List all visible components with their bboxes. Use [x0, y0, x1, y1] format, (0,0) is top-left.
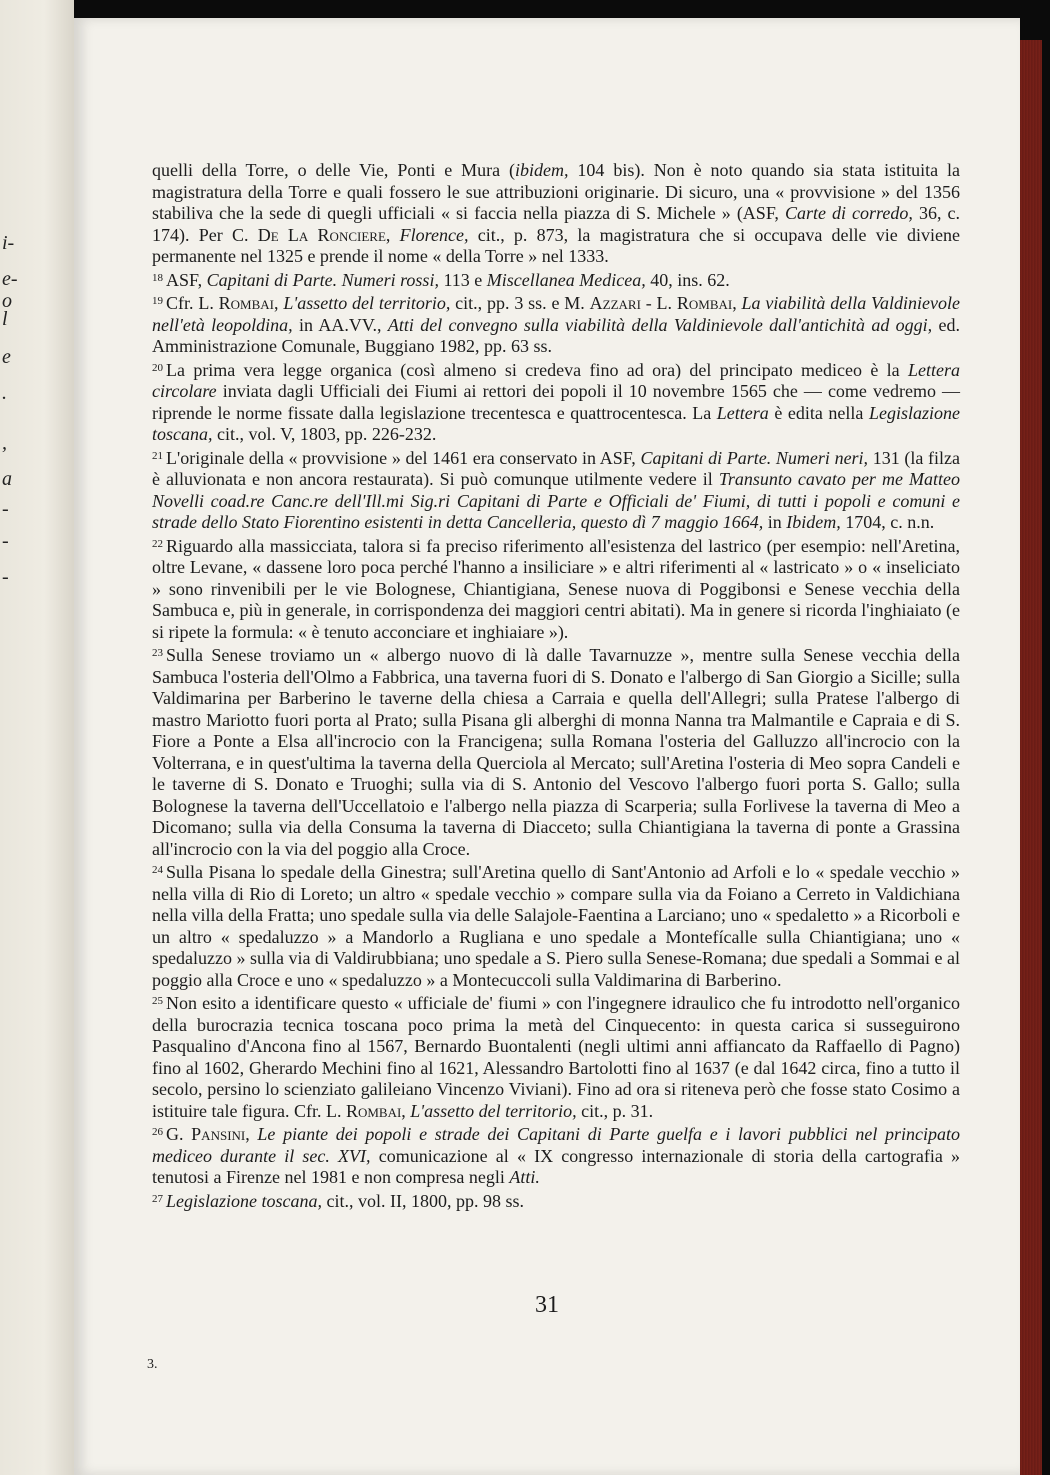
footnote-text: Sulla Senese troviamo un « albergo nuovo di là dalle Tavarnuzze », mentre sulla Senese vecchia della Sambuca l'osteria dell'Olmo a Fabbrica, una taverna fuori di S. Donato e l'albergo di San Giorgio a Sicille; sulla Valdimarina per Barberino le taverne della chiesa a Carraia e quella dell'Allegri; sulla Pratese l'albergo di mastro Mariotto fuori porta al Prato; sulla Pisana gli alberghi di monna Nanna tra Malmantile e Capraia e di S. Fiore a Ponte a Elsa all'incrocio con la Francigena; sulla Romana l'osteria del Galluzzo all'incrocio con la Volterrana, e in quest'ultima la taverna della Querciola al Mercato; sull'Aretina l'osteria di Meo sopra Candeli e le taverne di S. Donato e Truoghi; sulla via di S. Antonio del Vescovo l'albergo fuori porta S. Gallo; sulla Bolognese la taverna dell'Uccellatoio e l'albergo nella piazza di Scarperia; sulla Forlivese la taverna di Meo a Dicomano; sulla via della Consuma la taverna di Diacceto; sulla Chiantigiana la taverna di ponte a Grassina all'incrocio con la via del poggio alla Croce. [152, 645, 960, 859]
footnote-number: 18 [152, 271, 163, 284]
margin-fragment: , [2, 432, 7, 454]
footnote-text: Lettera [716, 402, 769, 423]
footnote-text: La prima vera legge organica (così almeno si credeva fino ad ora) del principato mediceo è la [166, 359, 908, 380]
footnote-text: comunicazione al « IX congresso internazionale di storia della cartografia » tenutosi a Firenze nel 1981 e non compresa negli [152, 1145, 960, 1187]
footnote-text: cit., vol. V, 1803, pp. 226-232. [212, 424, 437, 444]
footnote [152, 446, 960, 534]
footnote-text: in AA.VV., [292, 314, 388, 335]
left-page-edge [0, 0, 74, 1475]
footnote-text: cit., p. 873, la magistratura che si occupava delle vie diviene permanente nel 1325 e prende il nome « della Torre » nel 1333. [152, 224, 960, 266]
footnote-number: 21 [152, 449, 163, 462]
footnote-text: 113 e [438, 269, 487, 290]
footnote-text: in [763, 512, 787, 532]
footnote [152, 534, 960, 644]
footnote-text: Rombai [218, 293, 274, 313]
footnote [152, 291, 960, 358]
book-fore-edge [1020, 40, 1042, 1475]
footnote-text: Sulla Pisana lo spedale della Ginestra; sull'Aretina quello di Sant'Antonio ad Arfoli e lo « spedale vecchio » nella villa di Rio di Loreto; un altro « spedale vecchio » compare sulla via da Foiano a Cerreto in Valdichiana nella villa della Fratta; uno spedale sulla via delle Salajole-Faentina a Larciano; uno « spedaletto » a Ricorboli e un altro « spedaluzzo » a Mandorlo a Rugliana e uno spedale a Montefícalle sulla Chiantigiana; uno « spedaluzzo » sulla via di Valdirubbiana; uno spedale a S. Piero sulla Senese-Romana; due spedali a Sommai e al poggio alla Croce e uno « spedaluzzo » a Montecuccoli sulla Valdimarina di Barberino. [152, 862, 960, 990]
footnote-text: Carte di corredo, [784, 203, 913, 223]
footnote-text: G. [166, 1124, 192, 1144]
margin-fragment: - [2, 566, 9, 588]
footnote [152, 268, 960, 292]
footnote-text: , [274, 293, 284, 313]
footnote-text: La viabilità della Valdinievole nell'età leopoldina, [152, 293, 960, 335]
footnote-text: Ibidem, [786, 512, 841, 532]
footnote-text: Non esito a identificare questo « ufficiale de' fiumi » con l'ingegnere idraulico che fu introdotto nell'organico della burocrazia tecnica toscana poco prima la metà del Cinquecento: in questa carica si susseguirono Pasqualino d'Ancona fino al 1567, Bernardo Buontalenti (negli ultimi anni affiancato da Raffaello di Pagno) fino al 1602, Gherardo Mechini fino al 1621, Alessandro Bartolotti fino al 1637 (e dal 1642 circa, fino a tutto il secolo, persino lo scienziato galileiano Vincenzo Viviani). Fino ad ora si riteneva però che fosse stato Cosimo a istituire tale figura. Cfr. L. [152, 993, 960, 1121]
footnote-text: cit., p. 31. [576, 1100, 654, 1121]
footnote-text: Rombai [676, 293, 733, 313]
footnote-text: quelli della Torre, o delle Vie, Ponti e Mura ( [152, 160, 516, 180]
footnote-text: 131 (la filza è alluvionata e non ancora restaurata). Si può comunque utilmente vedere il [152, 447, 960, 489]
margin-fragment: o [2, 290, 12, 312]
footnote-text: Legislazione toscana, [166, 1190, 322, 1211]
footnote-number: 25 [152, 995, 163, 1007]
footnote [152, 643, 960, 860]
footnote [152, 991, 960, 1122]
footnote-text: L'originale della « provvisione » del 1461 era conservato in ASF, [166, 447, 641, 468]
footnote [152, 160, 960, 268]
footnote-number: 26 [152, 1126, 163, 1138]
margin-fragment: - [2, 498, 9, 520]
margin-fragment: e- [2, 268, 18, 290]
footnote-text: Transunto cavato per me Matteo Novelli coad.re Canc.re dell'Ill.mi Sig.ri Capitani di Parte e Officiali de' Fiumi, di tutti i popoli e comuni e strade dello Stato Fiorentino esistenti in detta Cancelleria, questo dì 7 maggio 1664, [152, 469, 960, 532]
margin-fragment: e [2, 346, 11, 368]
footnote-text: L'assetto del territorio, [283, 293, 451, 313]
footnote-text: , [245, 1124, 258, 1144]
footnote-text: 1704, c. n.n. [840, 512, 935, 532]
footnote-text: cit., pp. 3 ss. e M. [450, 293, 590, 313]
footnote-text: De La Ronciere [257, 224, 386, 245]
signature-mark: 3. [147, 1357, 158, 1372]
footnote [152, 1189, 960, 1213]
footnotes-block [152, 160, 960, 1212]
footnote-text: Rombai [345, 1100, 402, 1121]
footnote-number: 19 [152, 295, 163, 307]
footnote-text: Riguardo alla massicciata, talora si fa preciso riferimento all'esistenza del lastrico (per esempio: nell'Aretina, oltre Levane, « dassene loro poca perché l'hanno a insiliciare » e altri riferimenti al « lastricato » o « inseliciato » sono rinvenibili per le vie Bolognese, Chiantigiana, Senese nuova di Poggibonsi e Senese vecchia della Sambuca e, più in generale, in corrispondenza dei maggiori centri abitati). Ma in genere si ricorda l'inghiaiato (e si ripete la formula: « è tenuto acconciare et inghiaiare »). [152, 535, 960, 642]
margin-fragment: l [2, 308, 8, 330]
footnote-text: ibidem, [515, 160, 569, 180]
footnote [152, 1122, 960, 1189]
margin-fragment: . [2, 382, 7, 404]
footnote-text: , [385, 224, 400, 245]
footnote-text: Cfr. L. [166, 293, 219, 313]
footnote-text: - L. [640, 293, 677, 313]
footnote-text: Azzari [589, 293, 641, 313]
footnote-text: Capitani di Parte. Numeri rossi, [206, 269, 439, 290]
book-page [74, 18, 1020, 1475]
footnote-text: è edita nella [768, 402, 869, 423]
margin-fragment: - [2, 530, 9, 552]
footnote-text: 36, c. 174). Per C. [152, 203, 960, 245]
footnote-text: Lettera circolare [152, 359, 960, 401]
footnote [152, 358, 960, 446]
footnote-text: 104 bis). Non è noto quando sia stata istituita la magistratura della Torre e quali fossero le sue attribuzioni originarie. Di sicuro, una « provvisione » del 1356 stabiliva che la sede di quegli ufficiali « si faccia nella piazza di S. Michele » (ASF, [152, 160, 960, 223]
footnote [152, 860, 960, 991]
footnote-number: 27 [152, 1192, 163, 1205]
footnote-text: Legislazione toscana, [152, 402, 960, 444]
footnote-text: Capitani di Parte. Numeri neri, [640, 447, 869, 468]
footnote-number: 23 [152, 647, 163, 659]
footnote-text: cit., vol. II, 1800, pp. 98 ss. [322, 1190, 524, 1211]
footnote-text: ed. Amministrazione Comunale, Buggiano 1982, pp. 63 ss. [152, 314, 961, 356]
footnote-text: Pansini [191, 1124, 246, 1144]
footnote-text: 40, ins. 62. [645, 269, 730, 290]
footnote-text: Florence, [399, 224, 469, 245]
footnote-text: Miscellanea Medicea, [486, 269, 646, 290]
footnote-text: L'assetto del territorio, [410, 1100, 577, 1121]
footnote-text: , [732, 293, 742, 313]
footnote-text: inviata dagli Ufficiali dei Fiumi ai rettori dei popoli il 10 novembre 1565 che — come vedremo — riprende le norme fissate dalla legislazione trecentesca e quattrocentesca. La [152, 381, 960, 423]
margin-fragment: a [2, 468, 12, 490]
footnote-text: Atti. [509, 1167, 540, 1187]
footnote-number: 22 [152, 537, 163, 550]
footnote-number: 20 [152, 361, 163, 374]
footnote-number: 24 [152, 864, 163, 876]
footnote-text: Le piante dei popoli e strade dei Capitani di Parte guelfa e i lavori pubblici nel principato mediceo durante il sec. XVI, [152, 1124, 961, 1166]
footnote-text: , [401, 1100, 411, 1121]
margin-fragment: i- [2, 232, 15, 254]
page-number: 31 [535, 1292, 559, 1318]
footnote-text: ASF, [166, 269, 207, 290]
footnote-text: Atti del convegno sulla viabilità della Valdinievole dall'antichità ad oggi, [387, 314, 933, 335]
